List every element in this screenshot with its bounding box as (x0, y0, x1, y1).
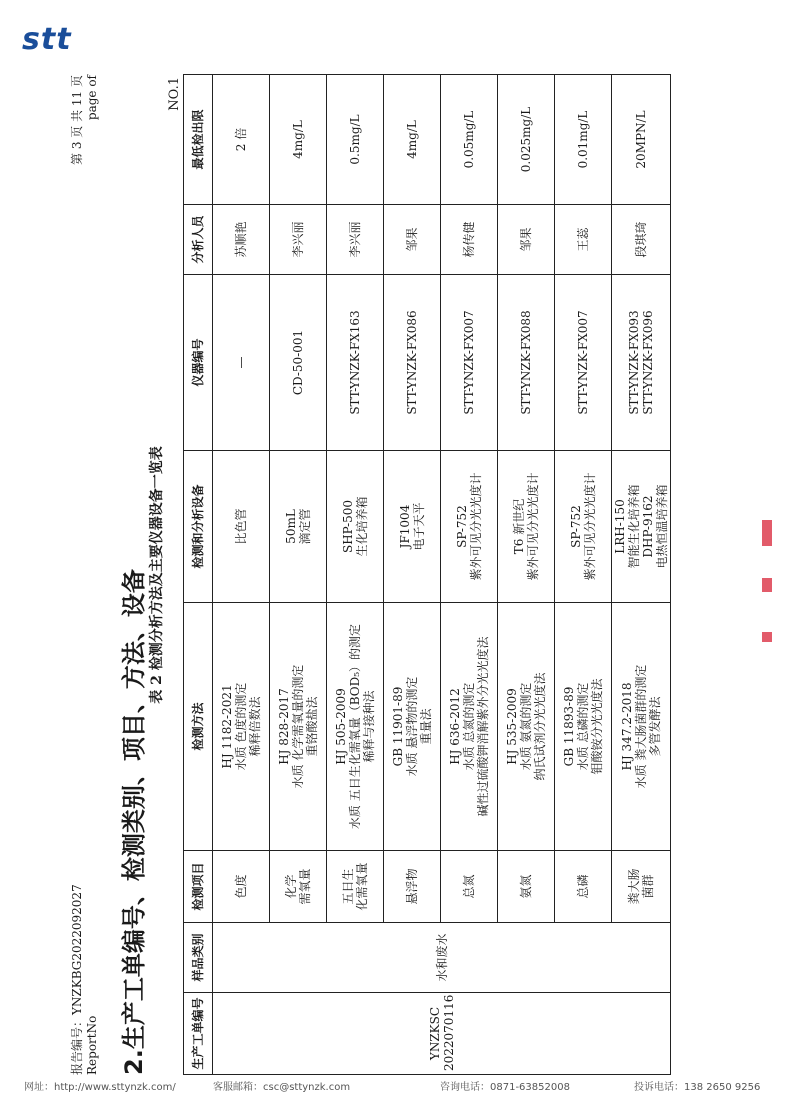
cell-device: SP-752 紫外可见分光光度计 (555, 451, 612, 603)
cell-analyst: 李兴丽 (270, 205, 327, 275)
header-device: 检测和分析设备 (184, 451, 213, 603)
page-number-english: page of (85, 75, 99, 121)
page-number-line: 第 3 页 共 11 页 (70, 75, 84, 165)
cell-device: 50mL 滴定管 (270, 451, 327, 603)
cell-test-item: 色度 (213, 851, 270, 923)
cell-analyst: 李兴丽 (327, 205, 384, 275)
cell-detection-limit: 0.5mg/L (327, 75, 384, 205)
cell-test-method: HJ 505-2009 水质 五日生化需氧量（BOD₅）的测定 稀释与接种法 (327, 603, 384, 851)
company-logo: stt (22, 22, 72, 57)
cell-detection-limit: 4mg/L (384, 75, 441, 205)
cell-test-method: HJ 828-2017 水质 化学需氧量的测定 重铬酸盐法 (270, 603, 327, 851)
cell-test-method: HJ 1182-2021 水质 色度的测定 稀释倍数法 (213, 603, 270, 851)
header-instrument-no: 仪器编号 (184, 275, 213, 451)
cell-instrument-no: STT-YNZK-FX007 (441, 275, 498, 451)
cell-instrument-no: STT-YNZK-FX086 (384, 275, 441, 451)
cell-instrument-no: STT-YNZK-FX007 (555, 275, 612, 451)
report-number-line: 报告编号：YNZKBG2022092027 (70, 884, 84, 1075)
section-title: 2.生产工单编号、检测类别、项目、方法、设备 (120, 569, 148, 1075)
header-order-no: 生产工单编号 (184, 993, 213, 1075)
cell-test-item: 粪大肠 菌群 (612, 851, 671, 923)
cell-test-item: 总磷 (555, 851, 612, 923)
cell-analyst: 苏顺艳 (213, 205, 270, 275)
header-test-method: 检测方法 (184, 603, 213, 851)
cell-detection-limit: 0.05mg/L (441, 75, 498, 205)
cell-detection-limit: 20MPN/L (612, 75, 671, 205)
cell-instrument-no: CD-50-001 (270, 275, 327, 451)
cell-test-method: GB 11901-89 水质 悬浮物的测定 重量法 (384, 603, 441, 851)
cell-order-no: YNZKSC 2022070116 (213, 993, 671, 1075)
footer-complaint-phone: 投诉电话：138 2650 9256 (634, 1082, 761, 1093)
methods-table (183, 74, 671, 1075)
cell-test-method: HJ 636-2012 水质 总氮的测定 碱性过硫酸钾消解紫外分光光度法 (441, 603, 498, 851)
cell-test-item: 总氮 (441, 851, 498, 923)
cell-detection-limit: 2 倍 (213, 75, 270, 205)
cell-analyst: 段琪琦 (612, 205, 671, 275)
table-body (213, 75, 671, 1075)
cell-device: SP-752 紫外可见分光光度计 (441, 451, 498, 603)
stamp-fragment (762, 632, 772, 642)
cell-analyst: 邹果 (384, 205, 441, 275)
header-test-item: 检测项目 (184, 851, 213, 923)
table-header-row (184, 75, 213, 1075)
report-number-english: ReportNo (85, 1015, 99, 1075)
report-number (70, 884, 100, 1075)
cell-test-method: GB 11893-89 水质 总磷的测定 钼酸铵分光光度法 (555, 603, 612, 851)
cell-detection-limit: 4mg/L (270, 75, 327, 205)
header-detection-limit: 最低检出限 (184, 75, 213, 205)
cell-test-method: HJ 535-2009 水质 氨氮的测定 纳氏试剂分光光度法 (498, 603, 555, 851)
footer-consult-phone: 咨询电话：0871-63852008 (440, 1082, 570, 1093)
cell-device: JF1004 电子天平 (384, 451, 441, 603)
cell-test-item: 悬浮物 (384, 851, 441, 923)
header-sample-type: 样品类别 (184, 923, 213, 993)
cell-test-item: 氨氮 (498, 851, 555, 923)
cell-test-item: 化学 需氧量 (270, 851, 327, 923)
cell-test-item: 五日生 化需氧量 (327, 851, 384, 923)
table-number: NO.1 (167, 77, 182, 111)
cell-analyst: 邹果 (498, 205, 555, 275)
cell-detection-limit: 0.01mg/L (555, 75, 612, 205)
header-analyst: 分析人员 (184, 205, 213, 275)
cell-analyst: 杨传健 (441, 205, 498, 275)
footer-website: 网址：http://www.sttynzk.com/ (24, 1082, 176, 1093)
stamp-fragment (762, 520, 772, 546)
cell-device: 比色管 (213, 451, 270, 603)
page-number (70, 75, 100, 165)
footer-email: 客服邮箱：csc@sttynzk.com (213, 1082, 351, 1093)
cell-instrument-no: STT-YNZK-FX088 (498, 275, 555, 451)
cell-analyst: 王蕊 (555, 205, 612, 275)
stamp-fragment (762, 578, 772, 592)
cell-detection-limit: 0.025mg/L (498, 75, 555, 205)
cell-instrument-no: STT-YNZK-FX093 STT-YNZK-FX096 (612, 275, 671, 451)
cell-sample-type: 水和废水 (213, 923, 671, 993)
rotated-report-page (70, 75, 710, 1075)
cell-instrument-no: — (213, 275, 270, 451)
cell-device: SHP-500 生化培养箱 (327, 451, 384, 603)
table-caption: 表 2 检测分析方法及主要仪器设备一览表 (149, 446, 165, 704)
cell-test-method: HJ 347.2-2018 水质 粪大肠菌群的测定 多管发酵法 (612, 603, 671, 851)
cell-instrument-no: STT-YNZK-FX163 (327, 275, 384, 451)
cell-device: T6 新世纪 紫外可见分光光度计 (498, 451, 555, 603)
cell-device: LRH-150 智能生化培养箱 DHP-9162 电热恒温培养箱 (612, 451, 671, 603)
table-row (213, 75, 270, 1075)
